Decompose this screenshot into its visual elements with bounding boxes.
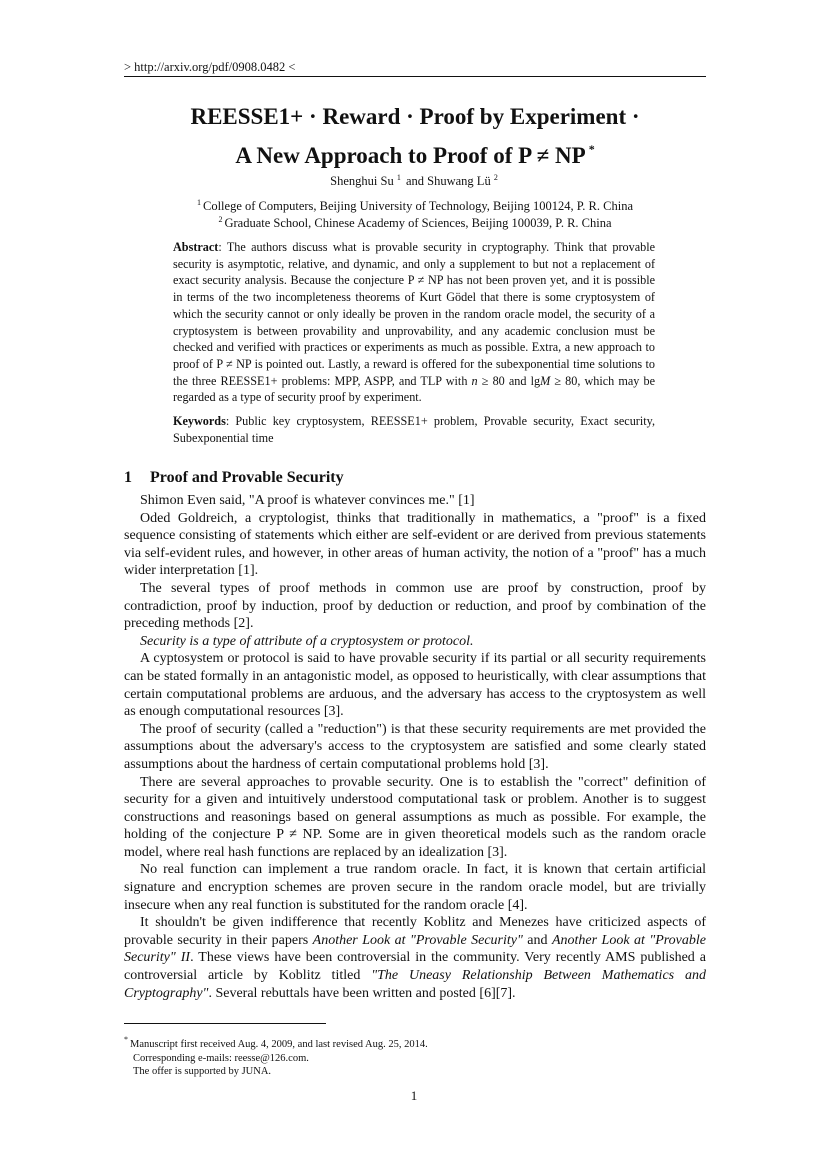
abstract-cond: ≥ 80 and lg [477, 373, 541, 388]
footnote-rule [124, 1023, 326, 1024]
affiliation-2-text: Graduate School, Chinese Academy of Sciences, Beijing 100039, P. R. China [224, 216, 612, 230]
authors [124, 173, 706, 189]
keywords-label: Keywords [173, 414, 226, 428]
abstract-label: Abstract [173, 240, 219, 254]
author-2: Shuwang Lü [427, 174, 491, 188]
p9-text-c: . These views have been controversial in the community. Very recently AMS published a controversial article by Koblitz titled [124, 950, 706, 984]
authors-and: and [405, 174, 425, 188]
keywords [173, 413, 655, 446]
affiliation-1 [124, 198, 706, 214]
footnote-line-1-text: Manuscript first received Aug. 4, 2009, and last revised Aug. 25, 2014. [130, 1039, 428, 1050]
abstract-tail: ≥ 80, which may be regarded as a type of security proof by experiment. [173, 373, 655, 405]
body-text [124, 492, 706, 1002]
affiliation-1-text: College of Computers, Beijing University of Technology, Beijing 100124, P. R. China [203, 199, 633, 213]
paper-title [124, 101, 706, 172]
italic-statement: Security is a type of attribute of a cryptosystem or protocol. [140, 633, 474, 649]
footnote-line-3: The offer is supported by JUNA. [133, 1066, 272, 1077]
affiliation-1-sup: 1 [197, 198, 201, 207]
header-url: > http://arxiv.org/pdf/0908.0482 < [124, 60, 296, 74]
header-rule [124, 76, 706, 77]
abstract-text: : The authors discuss what is provable security in cryptography. Think that provable security is asymptotic, relative, and dynamic, and only a supplement to but not a replacement of exact security analysis. Because the conjecture P ≠ NP has not been proven yet, and it is possible in terms of the two incompleteness theorems of Kurt Gödel that there is some cryptosystem of which the security cannot or only ideally be proven in the random oracle model, the security of a cryptosystem is between provability and unprovability, and any academic conclusion must be checked and verified with practices or experiments as much as possible. Extra, a new approach to proof of P ≠ NP is pointed out. Lastly, a reward is offered for the subexponential time solutions to the three REESSE1+ problems: MPP, ASPP, and TLP with [173, 240, 655, 388]
paragraph [124, 914, 706, 1002]
paragraph: The several types of proof methods in common use are proof by construction, proof by contradiction, proof by induction, proof by deduction or reduction, and proof by combination of the preceding methods [2]. [124, 580, 706, 632]
keywords-text: : Public key cryptosystem, REESSE1+ problem, Provable security, Exact security, Subexponential time [173, 414, 655, 445]
p9-text-b: and [522, 932, 552, 948]
paragraph: There are several approaches to provable security. One is to establish the "correct" definition of security for a given and intuitively understood computational task or problem. Another is to suggest constructions and reasonings based on general assumptions as much as possible. For example, the holding of the conjecture P ≠ NP. Some are in given theoretical models such as the random oracle model, where real hash functions are replaced by an idealization [3]. [124, 774, 706, 860]
title-footnote-mark: * [588, 142, 595, 156]
section-title: Proof and Provable Security [150, 469, 344, 486]
footnote [124, 1033, 706, 1079]
author-1: Shenghui Su [330, 174, 394, 188]
paragraph: Shimon Even said, "A proof is whatever convinces me." [1] [140, 493, 475, 508]
footnote-mark: * [124, 1035, 128, 1044]
paragraph: The proof of security (called a "reduction") is that these security requirements are met provided the assumptions about the adversary's access to the cryptosystem are satisfied and some clearly stated assumptions about the hardness of certain computational problems hold [3]. [124, 721, 706, 772]
title-line-2 [124, 133, 706, 172]
p9-text-d: . Several rebuttals have been written and posted [6][7]. [208, 985, 516, 1001]
title-line-2-text: A New Approach to Proof of P ≠ NP [235, 143, 586, 168]
paragraph: No real function can implement a true random oracle. In fact, it is known that certain artificial signature and encryption schemes are proven secure in the random oracle model, but are trivially insecure when any real function is substituted for the random oracle [4]. [124, 862, 706, 913]
p9-title-3: "The Uneasy Relationship Between Mathematics and Cryptography" [124, 968, 706, 1001]
affiliation-2-sup: 2 [218, 215, 223, 224]
page-number: 1 [410, 1088, 418, 1103]
section-heading [124, 469, 344, 487]
paragraph: Oded Goldreich, a cryptologist, thinks that traditionally in mathematics, a "proof" is a fixed sequence consisting of statements which either are self-evident or are derived from previous statements via self-evident rules, and however, in other areas of human activity, the notion of a "proof" has a much wider interpretation [1]. [124, 510, 706, 579]
p9-text-a: It shouldn't be given indifference that recently Koblitz and Menezes have criticized aspects of provable security in their papers [124, 915, 706, 948]
p9-title-2: Another Look at "Provable Security" II [124, 932, 707, 966]
abstract [173, 239, 655, 406]
author-1-affil: 1 [396, 173, 401, 182]
p9-title-1: Another Look at "Provable Security" [312, 932, 523, 948]
section-number: 1 [124, 469, 132, 486]
title-line-1: REESSE1+ · Reward · Proof by Experiment · [190, 104, 640, 129]
affiliation-2 [124, 215, 706, 231]
author-2-affil: 2 [493, 173, 498, 182]
abstract-var-n: n [471, 373, 478, 388]
paragraph-italic [124, 633, 706, 651]
abstract-var-m: M [540, 373, 551, 388]
footnote-line-2: Corresponding e-mails: reesse@126.com. [133, 1052, 309, 1064]
paragraph: A cyptosystem or protocol is said to have provable security if its partial or all security requirements can be stated formally in an antagonistic model, as opposed to heuristically, with clear assumptions that certain computational problems are arduous, and the adversary has access to the cryptosystem as well as enough computational resources [3]. [124, 651, 706, 720]
footnote-line-1 [124, 1033, 706, 1052]
